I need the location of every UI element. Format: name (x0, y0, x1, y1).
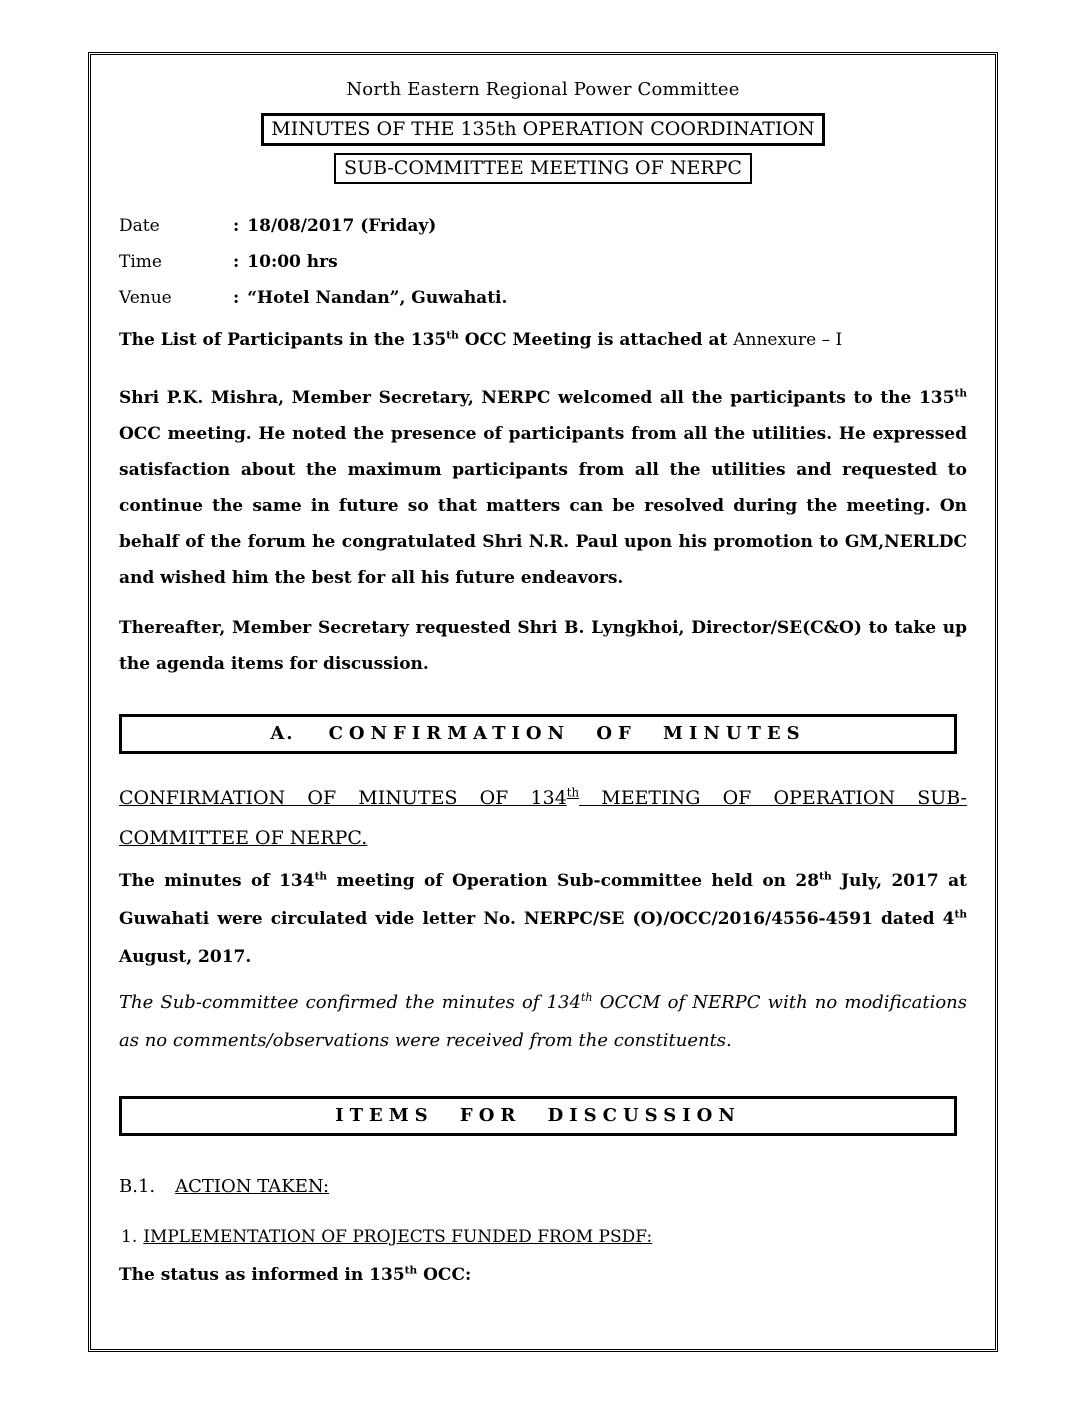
item-1-title: IMPLEMENTATION OF PROJECTS FUNDED FROM PSDF: (143, 1227, 653, 1247)
confirmation-decision-paragraph: The Sub-committee confirmed the minutes of 134th OCCM of NERPC with no modifications as no comments/observations were received from the constituents. (119, 991, 968, 1051)
title-box-row-2 (119, 145, 967, 184)
section-a-heading-box (119, 714, 957, 754)
date-separator: : (233, 216, 240, 236)
agenda-paragraph: Thereafter, Member Secretary requested Shri B. Lyngkhoi, Director/SE(C&O) to take up the agenda items for discussion. (119, 618, 967, 674)
time-separator: : (233, 252, 240, 272)
item-1-line (121, 1224, 967, 1250)
section-b1-index: B.1. (119, 1176, 156, 1197)
meeting-meta (119, 208, 967, 316)
venue-label: Venue (119, 288, 172, 308)
items-heading-title: ITEMS FOR DISCUSSION (335, 1105, 741, 1126)
page-border-frame (88, 52, 998, 1352)
section-a-index: A. (270, 723, 295, 744)
items-for-discussion-heading-box (119, 1096, 957, 1136)
status-line: The status as informed in 135th OCC: (119, 1264, 472, 1285)
date-label: Date (119, 216, 160, 236)
meta-row-venue (119, 280, 967, 316)
minutes-circulation-paragraph: The minutes of 134th meeting of Operation Sub-committee held on 28th July, 2017 at Guwahati were circulated vide letter No. NERPC/SE (O)/OCC/2016/4556-4591 dated 4th August, 2017. (119, 870, 968, 967)
venue-value: “Hotel Nandan”, Guwahati. (247, 288, 508, 308)
item-1-index: 1. (121, 1227, 138, 1247)
section-b1-line (119, 1174, 967, 1200)
participants-annexure-line: The List of Participants in the 135th OCC Meeting is attached at Annexure – I (119, 329, 843, 350)
meta-row-time (119, 244, 967, 280)
welcome-paragraph: Shri P.K. Mishra, Member Secretary, NERPC welcomed all the participants to the 135th OCC meeting. He noted the presence of participants from all the utilities. He expressed satisfaction about the maximum participants from all the utilities and requested to continue the same in future so that matters can be resolved during the meeting. On behalf of the forum he congratulated Shri N.R. Paul upon his promotion to GM,NERLDC and wished him the best for all his future endeavors. (119, 387, 967, 588)
meta-row-date (119, 208, 967, 244)
title-box-row-1 (119, 101, 967, 145)
venue-separator: : (233, 288, 240, 308)
date-value: 18/08/2017 (Friday) (247, 216, 437, 236)
org-title: North Eastern Regional Power Committee (346, 79, 740, 100)
confirmation-heading: CONFIRMATION OF MINUTES OF 134th MEETING OF OPERATION SUB-COMMITTEE OF NERPC. (119, 785, 967, 849)
time-value: 10:00 hrs (247, 252, 338, 272)
section-a-title: CONFIRMATION OF MINUTES (328, 723, 806, 744)
time-label: Time (119, 252, 162, 272)
section-b1-title: ACTION TAKEN: (175, 1176, 330, 1197)
minutes-title-line2: SUB-COMMITTEE MEETING OF NERPC (334, 153, 752, 184)
minutes-title-line1: MINUTES OF THE 135th OPERATION COORDINATION (262, 114, 823, 145)
